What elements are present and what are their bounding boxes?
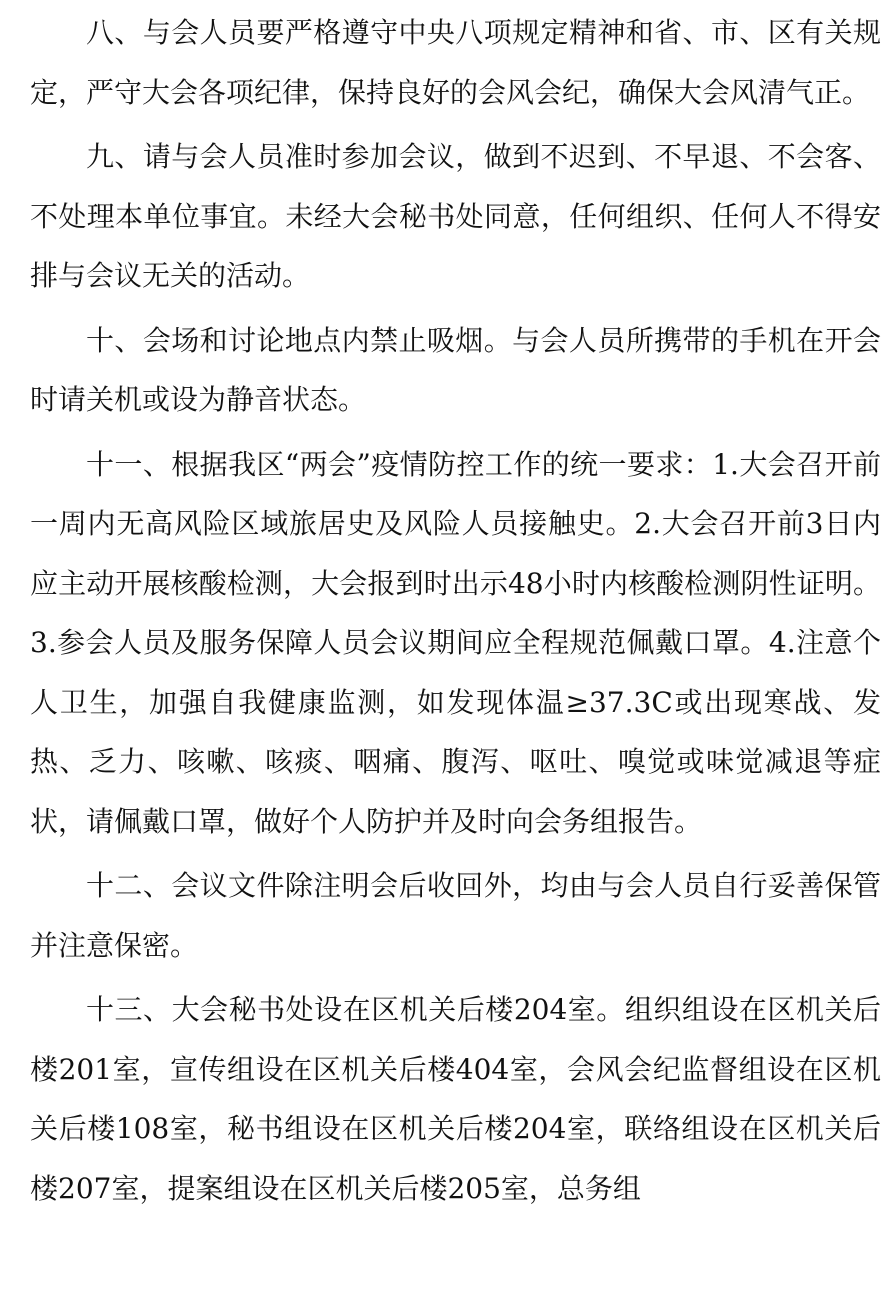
paragraph-item-11: 十一、根据我区“两会”疫情防控工作的统一要求：1.大会召开前一周内无高风险区域旅居史及风险人员接触史。2.大会召开前3日内应主动开展核酸检测，大会报到时出示48小时内核酸检测阴性证明。3.参会人员及服务保障人员会议期间应全程规范佩戴口罩。4.注意个人卫生，加强自我健康监测，如发现体温≥37.3C或出现寒战、发热、乏力、咳嗽、咳痰、咽痛、腹泻、呕吐、嗅觉或味觉减退等症状，请佩戴口罩，做好个人防护并及时向会务组报告。 bbox=[30, 447, 881, 838]
paragraph-item-8: 八、与会人员要严格遵守中央八项规定精神和省、市、区有关规定，严守大会各项纪律，保持良好的会风会纪，确保大会风清气正。 bbox=[30, 16, 881, 109]
paragraph-item-9: 九、请与会人员准时参加会议，做到不迟到、不早退、不会客、不处理本单位事宜。未经大会秘书处同意，任何组织、任何人不得安排与会议无关的活动。 bbox=[30, 140, 881, 292]
paragraph-item-12: 十二、会议文件除注明会后收回外，均由与会人员自行妥善保管并注意保密。 bbox=[30, 869, 881, 962]
document-page bbox=[30, 3, 881, 1223]
paragraph-item-13: 十三、大会秘书处设在区机关后楼204室。组织组设在区机关后楼201室，宣传组设在区机关后楼404室，会风会纪监督组设在区机关后楼108室，秘书组设在区机关后楼204室，联络组设在区机关后楼207室，提案组设在区机关后楼205室，总务组 bbox=[30, 993, 881, 1205]
paragraph-item-10: 十、会场和讨论地点内禁止吸烟。与会人员所携带的手机在开会时请关机或设为静音状态。 bbox=[30, 323, 881, 416]
